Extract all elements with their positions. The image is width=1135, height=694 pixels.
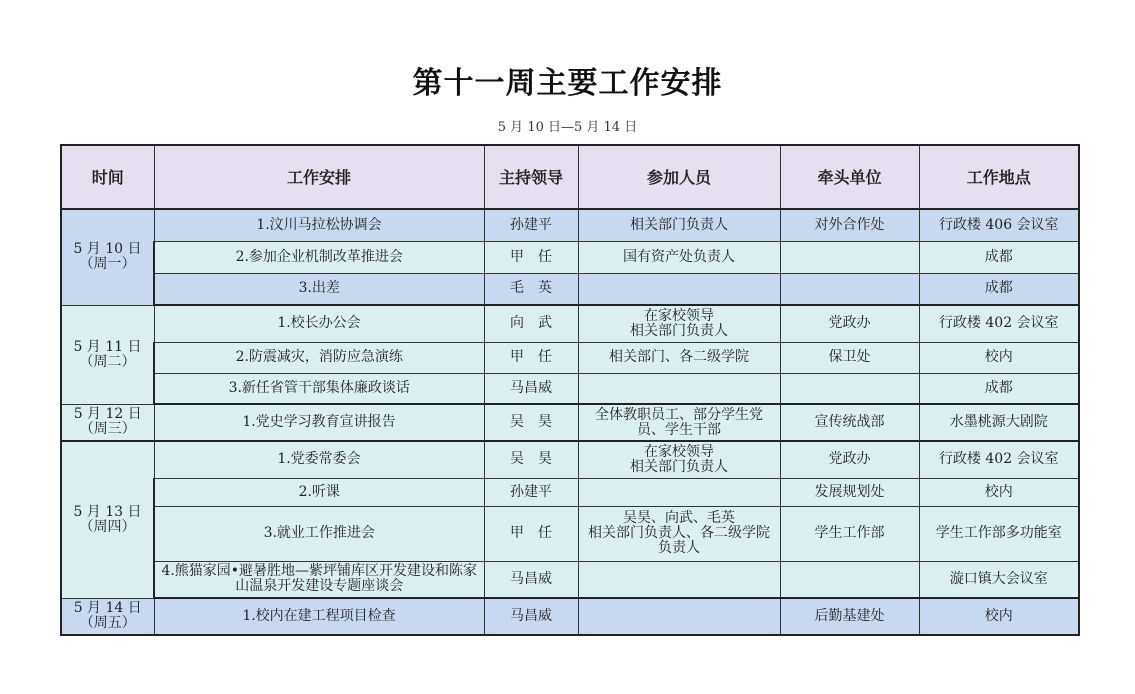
- leader-cell: [484, 598, 578, 635]
- task-cell-text: 1.校内在建工程项目检查: [242, 608, 396, 624]
- task-cell: [154, 209, 484, 241]
- schedule-row: [61, 404, 1079, 441]
- location-cell-text: 行政楼 406 会议室: [938, 216, 1059, 233]
- header-task: 工作安排: [154, 145, 484, 209]
- leader-cell-text: 吴 昊: [510, 451, 552, 468]
- weekday-label: （周一）: [79, 256, 136, 273]
- task-cell: [154, 598, 484, 635]
- date-label: 5 月 14 日: [73, 600, 142, 617]
- header-time: 时间: [61, 145, 154, 209]
- unit-cell: [780, 404, 919, 441]
- location-cell-text: 校内: [984, 349, 1013, 365]
- leader-cell: [484, 478, 578, 506]
- leader-cell: [484, 209, 578, 241]
- header-location: 工作地点: [919, 145, 1079, 209]
- page-title: 第十一周主要工作安排: [412, 66, 723, 101]
- task-cell-text: 1.校长办公会: [277, 315, 361, 332]
- schedule-row: [61, 478, 1079, 506]
- task-cell: [154, 404, 484, 441]
- participants-cell: [578, 598, 780, 635]
- task-cell: [154, 478, 484, 506]
- header-unit: 牵头单位: [780, 145, 919, 209]
- task-cell-text: 1.党史学习教育宣讲报告: [242, 414, 396, 430]
- leader-cell: [484, 373, 578, 404]
- schedule-row: [61, 561, 1079, 598]
- weekday-label: （周三）: [79, 421, 136, 438]
- leader-cell-text: 吴 昊: [510, 414, 552, 430]
- location-cell: [919, 561, 1079, 598]
- date-label: 5 月 12 日: [73, 406, 142, 423]
- date-label: 5 月 13 日: [73, 503, 142, 520]
- unit-cell: [780, 241, 919, 273]
- date-label: 5 月 11 日: [73, 338, 142, 355]
- participants-cell-text: 相关部门、各二级学院: [609, 349, 749, 365]
- task-cell: [154, 342, 484, 373]
- date-cell: [61, 404, 154, 441]
- header-row: [61, 145, 1079, 209]
- unit-cell-text: 学生工作部: [814, 525, 885, 541]
- unit-cell-text: 党政办: [828, 451, 871, 468]
- task-cell-text: 3.出差: [298, 280, 340, 297]
- unit-cell-text: 宣传统战部: [814, 414, 885, 430]
- participants-cell: [578, 305, 780, 342]
- unit-cell: [780, 305, 919, 342]
- leader-cell: [484, 441, 578, 478]
- unit-cell-text: 党政办: [828, 315, 871, 332]
- weekday-label: （周五）: [79, 615, 136, 632]
- task-cell-text: 2.防震减灾，消防应急演练: [235, 349, 403, 365]
- participants-cell-text: 全体教职员工、部分学生党员、学生干部: [595, 406, 763, 438]
- unit-cell: [780, 209, 919, 241]
- leader-cell-text: 马昌威: [510, 570, 552, 587]
- task-cell: [154, 305, 484, 342]
- schedule-row: [61, 209, 1079, 241]
- unit-cell-text: 后勤基建处: [814, 608, 885, 624]
- leader-cell-text: 向 武: [510, 315, 552, 332]
- participants-cell-text: 相关部门负责人: [630, 322, 728, 339]
- unit-cell: [780, 506, 919, 561]
- participants-cell-text: 相关部门负责人、各二级学院负责人: [588, 525, 770, 556]
- unit-cell-text: 保卫处: [828, 349, 871, 365]
- participants-cell-text: 在家校领导: [644, 443, 714, 460]
- leader-cell-text: 甲 任: [510, 349, 552, 365]
- unit-cell: [780, 561, 919, 598]
- location-cell: [919, 241, 1079, 273]
- task-cell-text: 1.汶川马拉松协调会: [256, 216, 382, 233]
- schedule-row: [61, 373, 1079, 404]
- location-cell: [919, 305, 1079, 342]
- schedule-row: [61, 305, 1079, 342]
- leader-cell-text: 孙建平: [510, 216, 552, 233]
- date-cell: [61, 441, 154, 598]
- location-cell: [919, 441, 1079, 478]
- schedule-row: [61, 241, 1079, 273]
- header-leader: 主持领导: [484, 145, 578, 209]
- leader-cell-text: 毛 英: [510, 280, 552, 297]
- leader-cell: [484, 241, 578, 273]
- schedule-row: [61, 273, 1079, 305]
- date-range: 5 月 10 日—5 月 14 日: [497, 120, 638, 135]
- location-cell: [919, 373, 1079, 404]
- unit-cell: [780, 598, 919, 635]
- schedule-row: [61, 441, 1079, 478]
- task-cell-text: 3.新任省管干部集体廉政谈话: [228, 379, 410, 396]
- leader-cell-text: 甲 任: [510, 248, 552, 265]
- location-cell: [919, 209, 1079, 241]
- task-cell: [154, 273, 484, 305]
- task-cell: [154, 441, 484, 478]
- unit-cell-text: 对外合作处: [814, 216, 885, 233]
- task-cell-text: 2.参加企业机制改革推进会: [235, 248, 403, 265]
- schedule-row: [61, 598, 1079, 635]
- task-cell-text: 1.党委常委会: [277, 451, 361, 468]
- task-cell-text: 3.就业工作推进会: [263, 525, 375, 541]
- leader-cell-text: 孙建平: [510, 483, 552, 500]
- participants-cell-text: 相关部门负责人: [630, 216, 728, 233]
- participants-cell-text: 国有资产处负责人: [623, 248, 735, 265]
- location-cell-text: 漩口镇大会议室: [949, 570, 1048, 587]
- task-cell-text: 2.听课: [298, 483, 340, 500]
- unit-cell: [780, 478, 919, 506]
- schedule-row: [61, 506, 1079, 561]
- location-cell: [919, 342, 1079, 373]
- participants-cell: [578, 241, 780, 273]
- location-cell: [919, 478, 1079, 506]
- location-cell-text: 成都: [984, 248, 1013, 265]
- task-cell: [154, 506, 484, 561]
- schedule-body: [61, 209, 1079, 635]
- unit-cell: [780, 342, 919, 373]
- task-cell: [154, 373, 484, 404]
- leader-cell-text: 甲 任: [510, 525, 552, 541]
- location-cell-text: 校内: [984, 608, 1013, 624]
- location-cell-text: 行政楼 402 会议室: [938, 451, 1059, 468]
- unit-cell-text: 发展规划处: [814, 483, 885, 500]
- leader-cell: [484, 561, 578, 598]
- leader-cell: [484, 273, 578, 305]
- weekday-label: （周四）: [79, 518, 136, 535]
- participants-cell-text: 相关部门负责人: [630, 458, 728, 475]
- participants-cell: [578, 441, 780, 478]
- date-label: 5 月 10 日: [73, 241, 142, 258]
- participants-cell: [578, 273, 780, 305]
- leader-cell: [484, 506, 578, 561]
- participants-cell: [578, 561, 780, 598]
- date-cell: [61, 209, 154, 305]
- leader-cell: [484, 342, 578, 373]
- task-cell: [154, 241, 484, 273]
- location-cell: [919, 506, 1079, 561]
- participants-cell-text: 在家校领导: [644, 307, 714, 324]
- location-cell-text: 成都: [984, 280, 1013, 297]
- location-cell-text: 水墨桃源大剧院: [949, 414, 1048, 430]
- leader-cell: [484, 404, 578, 441]
- task-cell-text: 4.熊猫家园•避暑胜地—紫坪铺库区开发建设和陈家山温泉开发建设专题座谈会: [161, 563, 478, 595]
- participants-cell: [578, 478, 780, 506]
- date-cell: [61, 305, 154, 404]
- schedule-table: [60, 144, 1080, 636]
- location-cell: [919, 273, 1079, 305]
- participants-cell-text: 吴昊、向武、毛英: [623, 510, 735, 526]
- participants-cell: [578, 373, 780, 404]
- location-cell-text: 成都: [984, 379, 1013, 396]
- location-cell: [919, 404, 1079, 441]
- location-cell-text: 学生工作部多功能室: [935, 525, 1062, 541]
- participants-cell: [578, 342, 780, 373]
- weekday-label: （周二）: [79, 353, 136, 370]
- location-cell-text: 校内: [984, 483, 1013, 500]
- participants-cell: [578, 506, 780, 561]
- leader-cell-text: 马昌威: [510, 608, 552, 624]
- location-cell: [919, 598, 1079, 635]
- leader-cell-text: 马昌威: [510, 379, 552, 396]
- unit-cell: [780, 441, 919, 478]
- unit-cell: [780, 273, 919, 305]
- task-cell: [154, 561, 484, 598]
- participants-cell: [578, 404, 780, 441]
- location-cell-text: 行政楼 402 会议室: [938, 315, 1059, 332]
- leader-cell: [484, 305, 578, 342]
- header-participants: 参加人员: [578, 145, 780, 209]
- schedule-row: [61, 342, 1079, 373]
- participants-cell: [578, 209, 780, 241]
- unit-cell: [780, 373, 919, 404]
- date-cell: [61, 598, 154, 635]
